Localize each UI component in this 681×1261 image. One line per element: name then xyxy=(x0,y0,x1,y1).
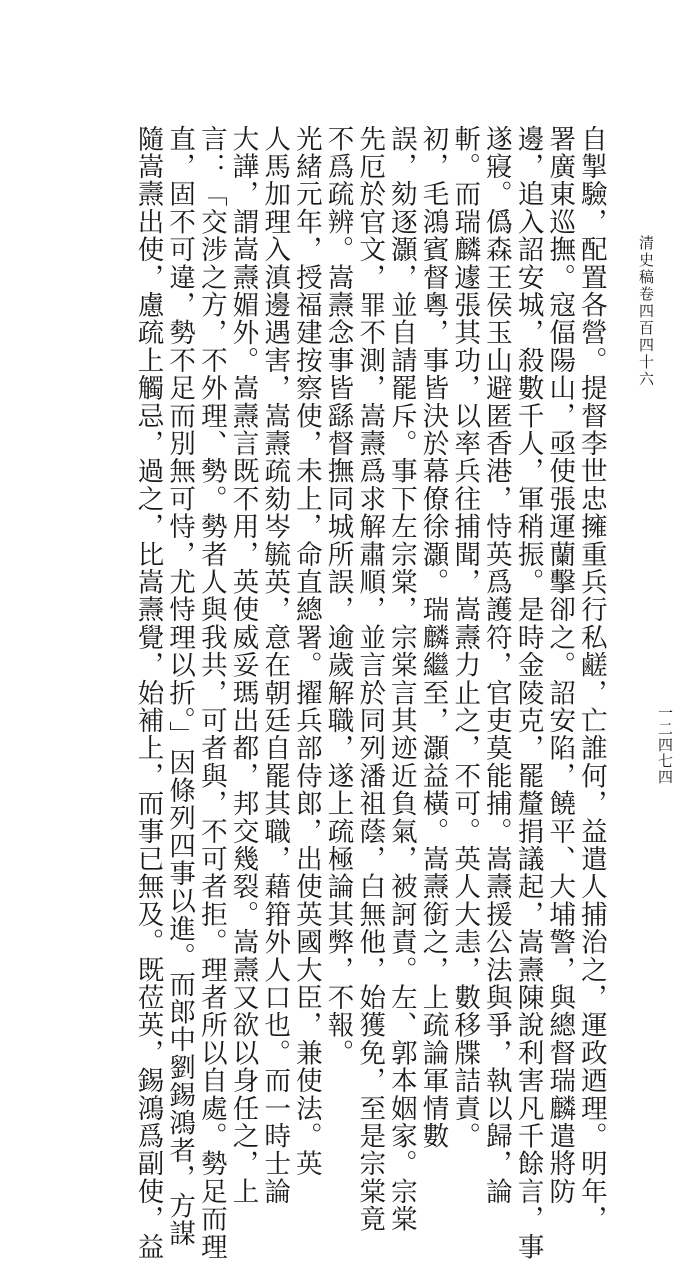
text-column-9: 不爲疏辨。嵩燾念事皆繇督撫同城所誤，逾歲解職，遂上疏極論其弊，不報。 xyxy=(322,125,354,1067)
text-column-14: 直，固不可違，勢不足而別無可恃，尤恃理以折。」因條列四事以進。而郎中劉錫鴻者，方謀 xyxy=(164,125,196,1248)
page-number: 一二四七四 xyxy=(656,705,674,785)
text-column-2: 署廣東巡撫。寇偪陽山，亟使張運蘭擊卻之。詔安陷，饒平、大埔警，與總督瑞麟遣將防 xyxy=(544,125,576,1206)
text-column-12: 大譁，謂嵩燾媚外。嵩燾言既不用，英使威妥瑪出都，邦交幾裂。嵩燾又欲以身任之，上 xyxy=(227,125,259,1206)
text-column-1: 自掣驗，配置各營。提督李世忠擁重兵行私鹺，亡誰何，益遣人捕治之，運政迺理。明年， xyxy=(575,125,607,1233)
running-head: 清史稿卷四百四十六 xyxy=(637,235,655,388)
text-column-6: 初，毛鴻賓督粵，事皆決於幕僚徐灝。瑞麟繼至，灝益橫。嵩燾銜之，上疏論軍情數 xyxy=(417,125,449,1150)
text-column-13: 言：「交涉之方，不外理、勢。勢者人與我共，可者與，不可者拒。理者所以自處。勢足而理 xyxy=(195,125,227,1261)
text-column-11: 人馬加理入滇邊遇害，嵩燾疏劾岑毓英，意在朝廷自罷其職，藉箝外人口也。而一時士論 xyxy=(259,125,291,1206)
text-column-15: 隨嵩燾出使，慮疏上觸忌，過之，比嵩燾覺，始補上，而事已無及。既莅英，錫鴻爲副使，益 xyxy=(132,125,164,1261)
text-column-5: 斬。而瑞麟遽張其功，以率兵往捕聞，嵩燾力止之，不可。英人大恚，數移牒詰責。 xyxy=(449,125,481,1150)
main-text xyxy=(132,125,607,1261)
text-column-3: 邊，追入詔安城，殺數千人，軍稍振。是時金陵克，罷釐捐議起，嵩燾陳說利害凡千餘言，事 xyxy=(512,125,544,1261)
text-column-7: 誤，劾逐灝，並自請罷斥。事下左宗棠，宗棠言其迹近負氣，被訶責。左、郭本姻家。宗棠 xyxy=(385,125,417,1233)
text-column-8: 先厄於官文，罪不測，嵩燾爲求解肅順，並言於同列潘祖蔭，白無他，始獲免，至是宗棠竟 xyxy=(354,125,386,1233)
text-column-10: 光緒元年，授福建按察使，未上，命直總署。擢兵部侍郎，出使英國大臣，兼使法。英 xyxy=(290,125,322,1178)
text-column-4: 遂寢。僞森王侯玉山避匿香港，恃英爲護符，官吏莫能捕。嵩燾援公法與爭，執以歸，論 xyxy=(480,125,512,1206)
